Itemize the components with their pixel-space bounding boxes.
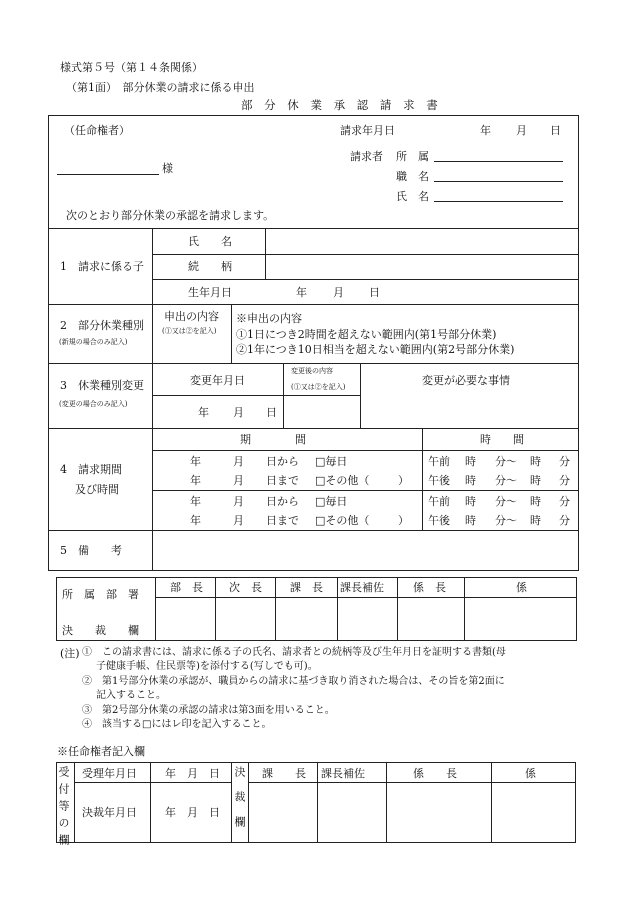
child-relation-label: 続 柄	[188, 260, 232, 273]
time-minute-start: 分～	[495, 455, 517, 468]
birth-year: 年	[296, 286, 307, 299]
time-hour-start: 時	[465, 474, 476, 487]
period-day-from: 日から	[266, 495, 299, 508]
decision-column-label: 決裁欄	[233, 766, 246, 841]
requester-label: 請求者	[350, 150, 383, 163]
note-1a: ① この請求書には、請求に係る子の氏名、請求者との続柄等及び生年月日を証明する書類(母	[82, 647, 506, 658]
sec1-label: 1 請求に係る子	[60, 260, 144, 273]
time-header: 時 間	[480, 433, 524, 446]
time-pm: 午後	[428, 474, 450, 487]
note-3: ③ 第2号部分休業の承認の請求は第3面を用いること。	[82, 705, 335, 716]
approval-row-dept: 所 属 部 署	[62, 588, 139, 601]
period-day-until: 日まで	[266, 514, 299, 527]
appointer-label: （任命権者）	[64, 124, 130, 137]
sama-label: 様	[162, 162, 173, 175]
content-heading: ※申出の内容	[236, 312, 302, 325]
sec2-note: (新規の場合のみ記入)	[59, 338, 128, 346]
period-year: 年	[190, 514, 201, 527]
approval-col-staff: 係	[516, 581, 527, 594]
change-month: 月	[233, 406, 244, 419]
receipt-ymd: 年 月 日	[165, 767, 220, 780]
content-label: 申出の内容	[164, 310, 219, 323]
name-field[interactable]	[434, 201, 563, 202]
time-minute-start: 分～	[495, 495, 517, 508]
period-month: 月	[233, 514, 244, 527]
period-day-from: 日から	[266, 455, 299, 468]
other-checkbox[interactable]: □その他（	[315, 474, 370, 487]
time-hour-end: 時	[530, 514, 541, 527]
time-am: 午前	[428, 455, 450, 468]
change-year: 年	[198, 406, 209, 419]
receipt-column-label: 受付等の欄	[57, 766, 70, 851]
time-hour-end: 時	[530, 474, 541, 487]
request-statement: 次のとおり部分休業の承認を請求します。	[66, 209, 275, 222]
sec4-label-2: 及び時間	[75, 483, 119, 496]
after-content-note: (①又は②を記入)	[291, 383, 346, 391]
period-year: 年	[190, 455, 201, 468]
period-month: 月	[233, 455, 244, 468]
child-name-label: 氏 名	[188, 235, 232, 248]
time-minute-end: 分	[559, 495, 570, 508]
change-day: 日	[266, 406, 277, 419]
form-number: 様式第５号（第１４条関係）	[60, 61, 203, 74]
note-1b: 子健康手帳、住民票等)を添付する(写しでも可)。	[96, 661, 318, 672]
time-minute-end: 分	[559, 514, 570, 527]
decision-ymd: 年 月 日	[165, 806, 220, 819]
approval-col-section-chief: 課 長	[290, 581, 323, 594]
other-checkbox[interactable]: □その他（	[315, 514, 370, 527]
day-label: 日	[550, 124, 561, 137]
approval-col-deputy: 次 長	[229, 581, 262, 594]
time-hour-start: 時	[465, 495, 476, 508]
position-label: 職 名	[396, 170, 429, 183]
appointer-section-title: ※任命権者記入欄	[57, 745, 145, 758]
time-hour-start: 時	[465, 455, 476, 468]
sec5-label: 5 備 考	[60, 544, 122, 557]
time-minute-start: 分～	[495, 474, 517, 487]
time-minute-start: 分～	[495, 514, 517, 527]
page-title: 部 分 休 業 承 認 請 求 書	[241, 98, 442, 112]
note-4: ④ 該当する□にはレ印を記入すること。	[82, 719, 272, 730]
note-2b: 記入すること。	[96, 690, 166, 701]
affiliation-label: 所 属	[396, 150, 429, 163]
sec4-label-1: 4 請求期間	[60, 463, 122, 476]
appointer-col-staff: 係	[525, 767, 536, 780]
appointer-col-assistant-chief: 課長補佐	[321, 767, 365, 780]
period-year: 年	[190, 495, 201, 508]
approval-row-decision: 決 裁 欄	[62, 624, 139, 637]
time-minute-end: 分	[559, 474, 570, 487]
name-label: 氏 名	[396, 190, 429, 203]
sec3-label: 3 休業種別変更	[60, 379, 144, 392]
daily-checkbox[interactable]: □毎日	[315, 455, 348, 468]
affiliation-field[interactable]	[434, 161, 563, 162]
form-side: （第1面） 部分休業の請求に係る申出	[66, 81, 255, 94]
approval-col-unit-chief: 係 長	[413, 581, 446, 594]
appointer-col-section-chief: 課 長	[262, 767, 306, 780]
sec2-label: 2 部分休業種別	[60, 319, 144, 332]
time-hour-end: 時	[530, 495, 541, 508]
content-note: (①又は②を記入)	[162, 327, 217, 335]
request-date-label: 請求年月日	[340, 124, 395, 137]
sec3-note: (変更の場合のみ記入)	[59, 400, 128, 408]
approval-col-assistant-chief: 課長補佐	[340, 581, 384, 594]
time-hour-start: 時	[465, 514, 476, 527]
decision-date-label: 決裁年月日	[82, 806, 137, 819]
daily-checkbox[interactable]: □毎日	[315, 495, 348, 508]
period-month: 月	[233, 474, 244, 487]
month-label: 月	[516, 124, 527, 137]
birth-day: 日	[369, 286, 380, 299]
note-2a: ② 第1号部分休業の承認が、職員からの請求に基づき取り消された場合は、その旨を第2面に	[82, 676, 505, 687]
period-header: 期 間	[240, 433, 306, 446]
change-date-label: 変更年月日	[190, 374, 245, 387]
content-option-1: ①1日につき2時間を超えない範囲内(第1号部分休業)	[236, 328, 497, 341]
approval-col-director: 部 長	[170, 581, 203, 594]
period-year: 年	[190, 474, 201, 487]
appointer-col-unit-chief: 係 長	[413, 767, 457, 780]
receipt-date-label: 受理年月日	[82, 767, 137, 780]
other-close-paren: ）	[398, 514, 409, 527]
time-am: 午前	[428, 495, 450, 508]
appointer-name-line[interactable]	[57, 174, 159, 175]
notes-prefix: (注)	[60, 647, 80, 660]
period-day-until: 日まで	[266, 474, 299, 487]
position-field[interactable]	[434, 181, 563, 182]
time-minute-end: 分	[559, 455, 570, 468]
time-hour-end: 時	[530, 455, 541, 468]
time-pm: 午後	[428, 514, 450, 527]
period-month: 月	[233, 495, 244, 508]
after-content-label: 変更後の内容	[291, 367, 333, 375]
other-close-paren: ）	[398, 474, 409, 487]
birth-month: 月	[333, 286, 344, 299]
content-option-2: ②1年につき10日相当を超えない範囲内(第2号部分休業)	[236, 343, 515, 356]
child-birthdate-label: 生年月日	[188, 286, 232, 299]
year-label: 年	[480, 124, 491, 137]
change-reason-label: 変更が必要な事情	[422, 374, 510, 387]
